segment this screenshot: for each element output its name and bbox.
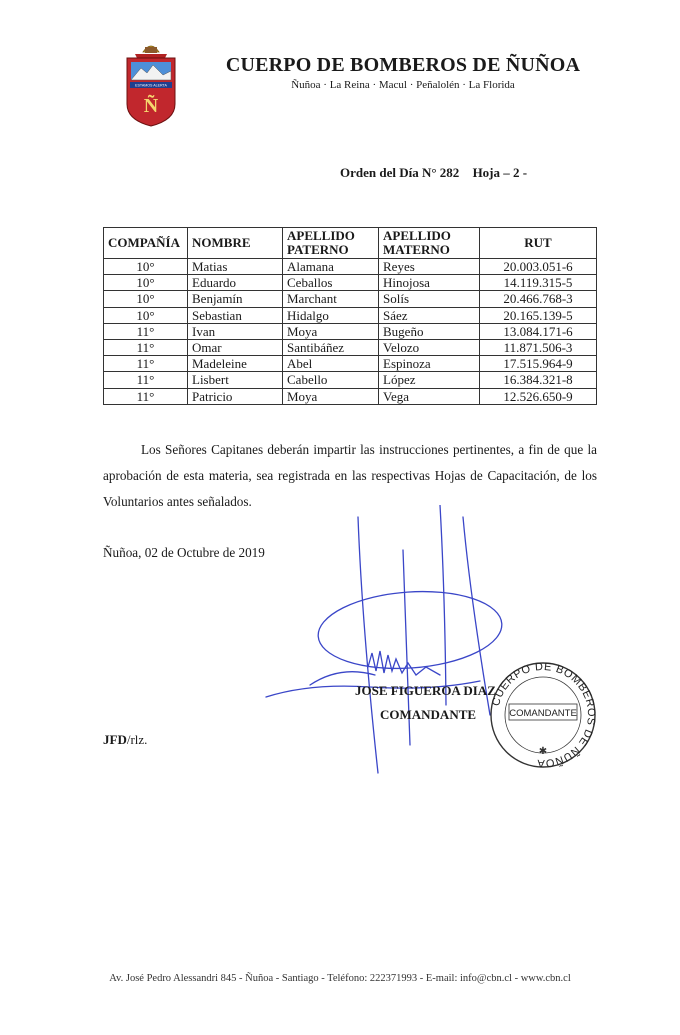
header-apellido-paterno: APELLIDO PATERNO xyxy=(283,228,379,259)
cell-nombre: Patricio xyxy=(188,388,283,404)
instruction-paragraph xyxy=(103,437,597,515)
emblem-banner-text: ESTAMOS ALERTA xyxy=(135,83,167,88)
order-reference xyxy=(340,165,537,181)
reference-initials xyxy=(103,732,147,748)
header-nombre: NOMBRE xyxy=(188,228,283,259)
organization-subtitle: Ñuñoa · La Reina · Macul · Peñalolén · La Florida xyxy=(291,79,515,91)
signer-title: COMANDANTE xyxy=(380,707,477,722)
cell-rut: 12.526.650-9 xyxy=(480,388,597,404)
table-header-row xyxy=(104,228,597,259)
footer-contact: Av. José Pedro Alessandri 845 - Ñuñoa - Santiago - Teléfono: 222371993 - E-mail: info@cbn.cl - www.cbn.cl xyxy=(109,973,571,984)
cell-apellido-materno: Vega xyxy=(379,388,480,404)
cell-apellido-paterno: Hidalgo xyxy=(283,307,379,323)
sheet-number: Hoja – 2 - xyxy=(472,165,528,180)
cell-compania: 11° xyxy=(104,323,188,339)
cell-rut: 20.466.768-3 xyxy=(480,291,597,307)
header-compania: COMPAÑÍA xyxy=(104,228,188,259)
cell-compania: 11° xyxy=(104,372,188,388)
stamp-center-text: COMANDANTE xyxy=(509,708,577,719)
cell-rut: 17.515.964-9 xyxy=(480,356,597,372)
cell-apellido-paterno: Moya xyxy=(283,388,379,404)
cell-compania: 11° xyxy=(104,388,188,404)
official-stamp xyxy=(483,660,603,770)
header-apellido-materno: APELLIDO MATERNO xyxy=(379,228,480,259)
cell-compania: 10° xyxy=(104,307,188,323)
cell-apellido-materno: Bugeño xyxy=(379,323,480,339)
cell-apellido-paterno: Alamana xyxy=(283,259,379,275)
table-row xyxy=(104,323,597,339)
table-row xyxy=(104,388,597,404)
table-row xyxy=(104,307,597,323)
emblem-letter: Ñ xyxy=(143,95,159,117)
cell-nombre: Madeleine xyxy=(188,356,283,372)
cell-nombre: Matias xyxy=(188,259,283,275)
cell-rut: 14.119.315-5 xyxy=(480,275,597,291)
cell-compania: 11° xyxy=(104,356,188,372)
cell-rut: 11.871.506-3 xyxy=(480,339,597,355)
organization-title: CUERPO DE BOMBEROS DE ÑUÑOA xyxy=(225,54,581,76)
table-row xyxy=(104,275,597,291)
cell-nombre: Omar xyxy=(188,339,283,355)
cell-nombre: Lisbert xyxy=(188,372,283,388)
stamp-star-icon: ✱ xyxy=(538,746,548,757)
cell-apellido-materno: Solís xyxy=(379,291,480,307)
cell-compania: 10° xyxy=(104,275,188,291)
volunteer-table xyxy=(103,227,597,405)
document-date: Ñuñoa, 02 de Octubre de 2019 xyxy=(103,545,265,560)
cell-nombre: Sebastian xyxy=(188,307,283,323)
table-row xyxy=(104,356,597,372)
cell-apellido-materno: Reyes xyxy=(379,259,480,275)
cell-apellido-paterno: Moya xyxy=(283,323,379,339)
cell-rut: 13.084.171-6 xyxy=(480,323,597,339)
instruction-text: Los Señores Capitanes deberán impartir las instrucciones pertinentes, a fin de que la aprobación de esta materia, sea registrada en las respectivas Hojas de Capacitación, de los Voluntarios antes señalados. xyxy=(103,442,597,509)
cell-compania: 11° xyxy=(104,339,188,355)
stamp-ring-text: CUERPO DE BOMBEROS DE ÑUÑOA xyxy=(489,660,598,770)
cell-apellido-paterno: Abel xyxy=(283,356,379,372)
cell-rut: 16.384.321-8 xyxy=(480,372,597,388)
cell-rut: 20.165.139-5 xyxy=(480,307,597,323)
order-number: Orden del Día N° 282 xyxy=(340,165,460,180)
cell-apellido-paterno: Marchant xyxy=(283,291,379,307)
cell-rut: 20.003.051-6 xyxy=(480,259,597,275)
cell-apellido-paterno: Cabello xyxy=(283,372,379,388)
cell-apellido-paterno: Ceballos xyxy=(283,275,379,291)
cell-apellido-paterno: Santibáñez xyxy=(283,339,379,355)
header-rut: RUT xyxy=(480,228,597,259)
table-row xyxy=(104,291,597,307)
cell-compania: 10° xyxy=(104,259,188,275)
cell-compania: 10° xyxy=(104,291,188,307)
table-row xyxy=(104,259,597,275)
cell-apellido-materno: Sáez xyxy=(379,307,480,323)
cell-nombre: Ivan xyxy=(188,323,283,339)
cell-apellido-materno: Espinoza xyxy=(379,356,480,372)
cell-nombre: Benjamín xyxy=(188,291,283,307)
handwritten-signature xyxy=(250,505,510,795)
signer-name: JOSE FIGUEROA DIAZ xyxy=(355,683,496,698)
table-row xyxy=(104,339,597,355)
cell-apellido-materno: Velozo xyxy=(379,339,480,355)
typist-initials: /rlz. xyxy=(126,732,148,747)
cell-apellido-materno: Hinojosa xyxy=(379,275,480,291)
author-initials: JFD xyxy=(103,732,127,747)
table-row xyxy=(104,372,597,388)
cell-nombre: Eduardo xyxy=(188,275,283,291)
cell-apellido-materno: López xyxy=(379,372,480,388)
